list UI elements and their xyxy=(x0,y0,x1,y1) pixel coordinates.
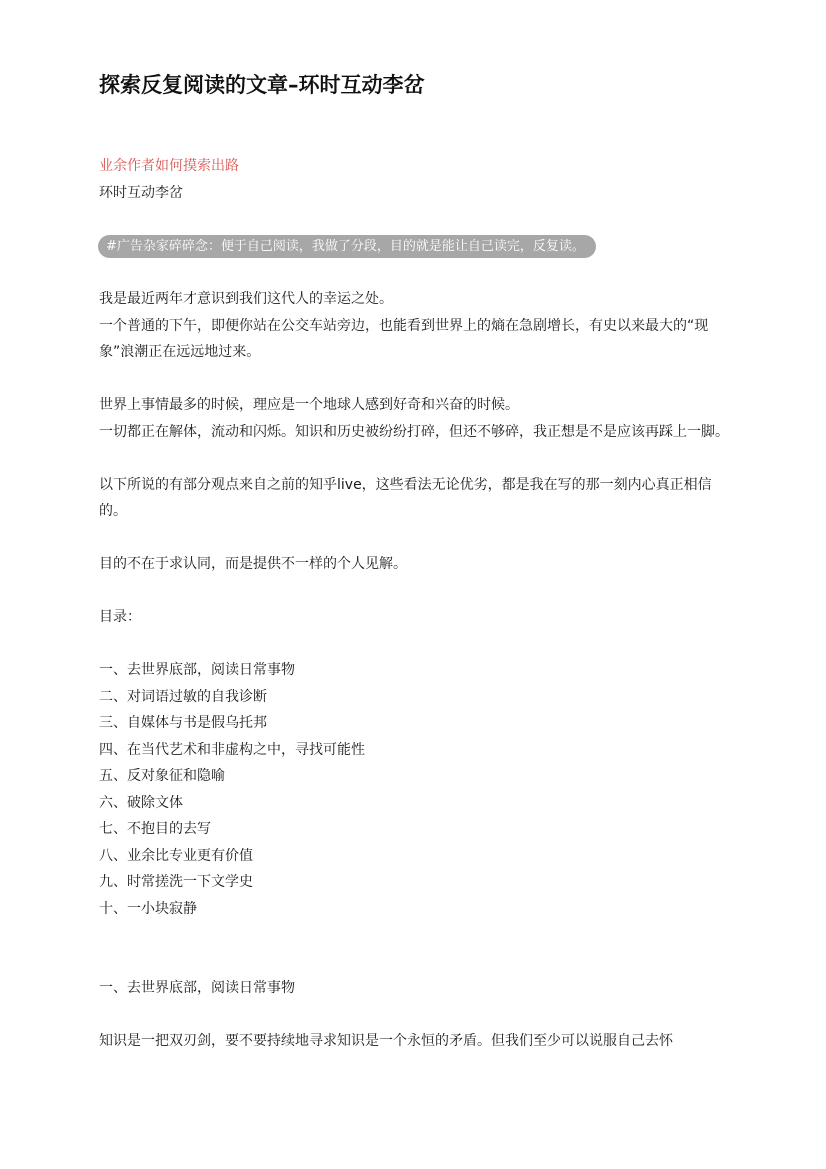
paragraph: 一个普通的下午，即便你站在公交车站旁边，也能看到世界上的熵在急剧增长，有史以来最大的“现象”浪潮正在远远地过来。 xyxy=(99,317,709,360)
toc-item: 十、一小块寂静 xyxy=(99,900,197,917)
article-subtitle: 业余作者如何摸索出路 xyxy=(99,158,239,174)
editor-note-badge: #广告杂家碎碎念：便于自己阅读，我做了分段，目的就是能让自己读完，反复读。 xyxy=(98,235,596,258)
toc-item: 四、在当代艺术和非虚构之中，寻找可能性 xyxy=(99,741,365,758)
toc-item: 八、业余比专业更有价值 xyxy=(99,847,253,864)
toc-item: 一、去世界底部，阅读日常事物 xyxy=(99,662,295,678)
paragraph-gap xyxy=(99,631,729,658)
paragraph: 我是最近两年才意识到我们这代人的幸运之处。 xyxy=(99,291,393,307)
paragraph: 知识是一把双刃剑，要不要持续地寻求知识是一个永恒的矛盾。但我们至少可以说服自己去怀 xyxy=(99,1033,673,1049)
paragraph-gap xyxy=(99,578,729,605)
article-author: 环时互动李岔 xyxy=(99,185,183,201)
article-body xyxy=(99,286,729,1055)
toc-item: 二、对词语过敏的自我诊断 xyxy=(99,688,267,705)
toc-heading: 目录： xyxy=(99,609,141,625)
paragraph: 世界上事情最多的时候，理应是一个地球人感到好奇和兴奋的时候。 xyxy=(99,397,519,413)
toc-item: 三、自媒体与书是假乌托邦 xyxy=(99,715,267,731)
table-of-contents xyxy=(99,657,729,922)
toc-item: 六、破除文体 xyxy=(99,794,183,811)
paragraph-gap xyxy=(99,1002,729,1029)
section-heading: 一、去世界底部，阅读日常事物 xyxy=(99,980,295,996)
article-title: 探索反复阅读的文章–环时互动李岔 xyxy=(99,73,425,97)
paragraph-gap xyxy=(99,445,729,472)
toc-item: 九、时常搓洗一下文学史 xyxy=(99,874,253,890)
paragraph: 一切都正在解体，流动和闪烁。知识和历史被纷纷打碎，但还不够碎，我正想是不是应该再踩上一脚。 xyxy=(99,423,729,440)
paragraph-gap xyxy=(99,525,729,552)
paragraph-gap xyxy=(99,949,729,976)
toc-item: 七、不抱目的去写 xyxy=(99,821,211,837)
paragraph-gap xyxy=(99,366,729,393)
toc-item: 五、反对象征和隐喻 xyxy=(99,768,225,784)
paragraph: 目的不在于求认同，而是提供不一样的个人见解。 xyxy=(99,556,407,572)
paragraph: 以下所说的有部分观点来自之前的知乎live，这些看法无论优劣，都是我在写的那一刻内心真正相信的。 xyxy=(99,476,712,519)
paragraph-gap xyxy=(99,922,729,949)
